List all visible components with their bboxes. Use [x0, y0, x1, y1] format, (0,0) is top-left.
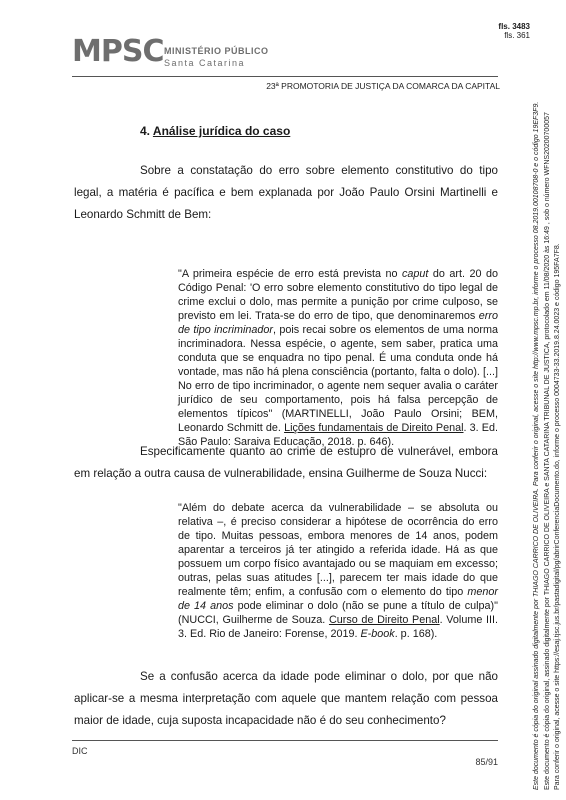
header-rule	[72, 76, 498, 77]
logo-line2: Santa Catarina	[164, 58, 246, 68]
side-stamp-2: Este documento é cópia do original, assinado digitalmente por THIAGO CARRICO DE OLIVEIRA e SANTA CATARINA TRIBUNAL DE JUSTICA, protocolado em 11/08/2020 às 16:49 , sob o número WFNS20200700057	[544, 112, 551, 790]
quote-nucci: "Além do debate acerca da vulnerabilidade – se absoluta ou relativa –, é preciso considerar a hipótese de ocorrência do erro de tipo. Muitas pessoas, embora menores de 14 anos, podem aparentar a terceiros já ter atingido a referida idade. Há as que possuem um corpo físico avantajado ou se maquiam em excesso; outras, pelas suas atitudes [...], parecem ter mais idade do que realmente têm; enfim, a confusão com o elemento do tipo menor de 14 anos pode eliminar o dolo (não se pune a título de culpa)" (NUCCI, Guilherme de Souza. Curso de Direito Penal. Volume III. 3. Ed. Rio de Janeiro: Forense, 2019. E-book. p. 168).	[178, 502, 499, 640]
section-number: 4.	[140, 124, 151, 138]
mpsc-logo	[72, 32, 272, 76]
section-title: Análise jurídica do caso	[152, 124, 291, 138]
promotoria-title: 23ª PROMOTORIA DE JUSTIÇA DA COMARCA DA CAPITAL	[266, 81, 500, 91]
logo-line1: MINISTÉRIO PÚBLICO	[164, 46, 269, 56]
fls-main: fls. 3483	[498, 22, 530, 31]
quote-martinelli: "A primeira espécie de erro está prevista no caput do art. 20 do Código Penal: 'O erro sobre elemento constitutivo do tipo legal de crime exclui o dolo, mas permite a punição por crime culposo, se previsto em lei. Trata-se do erro de tipo, que denominaremos erro de tipo incriminador, pois recai sobre os elementos de uma norma incriminadora. Nessa espécie, o agente, sem saber, pratica uma conduta que se enquadra no tipo penal. É uma conduta onde há vontade, mas não há plena consciência (portanto, falta o dolo). [...] No erro de tipo incriminador, o agente nem sequer avalia o caráter jurídico de seu comportamento, pois há falsa percepção de elementos típicos" (MARTINELLI, João Paulo Orsini; BEM, Leonardo Schmitt de. Lições fundamentais de Direito Penal. 3. Ed. São Paulo: Saraiva Educação, 2018. p. 646).	[178, 268, 498, 448]
paragraph-2: Especificamente quanto ao crime de estupro de vulnerável, embora em relação a outra causa de vulnerabilidade, ensina Guilherme de Souza Nucci:	[74, 445, 498, 480]
footer-page-number: 85/91	[475, 757, 498, 767]
footer-initials: DIC	[72, 746, 88, 756]
paragraph-3: Se a confusão acerca da idade pode eliminar o dolo, por que não aplicar-se a mesma interpretação com aquele que mantem relação com pessoa maior de idade, cuja suposta incapacidade não é do seu conhecimento?	[74, 670, 498, 727]
footer-rule	[72, 740, 498, 741]
page-number-stamp	[498, 22, 530, 40]
logo-text: MPSC	[72, 34, 164, 69]
fls-sub: fls. 361	[504, 31, 530, 40]
side-stamp-3: Para conferir o original, acesse o site https://esaj.tjsc.jus.br/pastadigital/pg/abrirConferenciaDocumento.do, informe o processo 0004733-33.2019.8.24.0023 e código 195FA7F8.	[554, 243, 561, 790]
paragraph-1: Sobre a constatação do erro sobre elemento constitutivo do tipo legal, a matéria é pacífica e bem explanada por João Paulo Orsini Martinelli e Leonardo Schmitt de Bem:	[74, 164, 498, 221]
side-stamp-1: Este documento é cópia do original assinado digitalmente por THIAGO CARRICO DE OLIVEIRA. Para conferir o original, acesse o site http://www.mpsc.mp.br, informe o processo 08.2019.00108708-0 e o código 19EF3F9.	[533, 101, 540, 790]
section-heading	[140, 124, 290, 138]
